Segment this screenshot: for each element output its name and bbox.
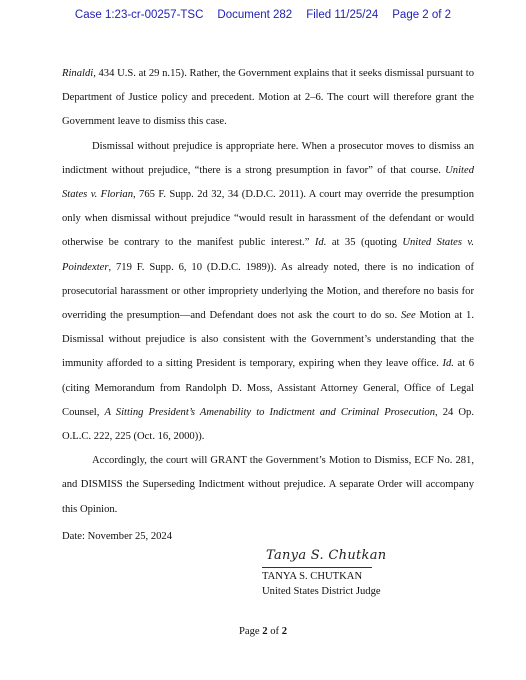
handwritten-signature: Tanya S. Chutkan	[266, 548, 387, 563]
paragraph-text: , 719 F. Supp. 6, 10 (D.D.C. 1989)). As already noted, there is no indication of prosecutorial harassment or other impropriety underlying the Motion, and therefore no basis for overriding the presumption—and Defendant does not ask the court to do so.	[62, 261, 474, 322]
footer-prefix: Page	[239, 626, 263, 637]
paragraph-text: Motion at 1. Dismissal without prejudice is also consistent with the Government’s understanding that the immunity afforded to a sitting President is temporary, expiring when they leave office.	[62, 310, 474, 370]
paragraph-text: at 6 (citing Memorandum from Randolph D. Moss, Assistant Attorney General, Office of Legal Counsel,	[62, 358, 474, 418]
citation-signal: See	[400, 310, 416, 322]
case-number: Case 1:23-cr-00257-TSC	[74, 9, 204, 21]
signer-block	[262, 570, 381, 599]
citation-signal: Id.	[442, 358, 454, 370]
footer-total-pages: 2	[281, 626, 287, 637]
paragraph-text: , 765 F. Supp. 2d 32, 34 (D.D.C. 2011). A court may override the presumption only when dismissal without prejudice “would result in harassment of the defendant or would otherwise be contrary to the manifest public interest.”	[62, 189, 474, 249]
case-citation: United States v. Poindexter	[62, 237, 474, 273]
case-citation: Rinaldi	[62, 68, 94, 79]
opinion-body	[62, 62, 474, 522]
signer-title: United States District Judge	[262, 585, 381, 597]
paragraph-2	[62, 135, 474, 450]
page-indicator: Page 2 of 2	[392, 9, 452, 21]
paragraph-1	[62, 62, 474, 135]
document-number: Document 282	[217, 9, 293, 21]
citation-signal: Id.	[314, 237, 327, 249]
paragraph-text: Dismissal without prejudice is appropriate here. When a prosecutor moves to dismiss an indictment without prejudice, “there is a strong presumption in favor” of that course.	[62, 140, 474, 176]
signer-name: TANYA S. CHUTKAN	[262, 571, 363, 582]
ecf-header	[0, 9, 526, 21]
paragraph-3: Accordingly, the court will GRANT the Government’s Motion to Dismiss, ECF No. 281, and DISMISS the Superseding Indictment without prejudice. A separate Order will accompany this Opinion.	[62, 455, 474, 515]
date-line: Date: November 25, 2024	[62, 531, 173, 542]
case-citation: United States v. Florian	[62, 164, 474, 201]
memo-title: A Sitting President’s Amenability to Indictment and Criminal Prosecution	[104, 406, 435, 418]
paragraph-text: , 24 Op. O.L.C. 222, 225 (Oct. 16, 2000)).	[62, 406, 474, 443]
filed-date: Filed 11/25/24	[306, 9, 379, 21]
paragraph-text: , 434 U.S. at 29 n.15). Rather, the Government explains that it seeks dismissal pursuant to Department of Justice policy and precedent. Motion at 2–6. The court will therefore grant the Government leave to dismiss this case.	[62, 68, 474, 128]
paragraph-text: at 35 (quoting	[326, 237, 403, 249]
page-footer	[0, 626, 526, 637]
signature-line	[262, 567, 372, 568]
footer-of: of	[267, 626, 282, 637]
footer-current-page: 2	[262, 626, 268, 637]
